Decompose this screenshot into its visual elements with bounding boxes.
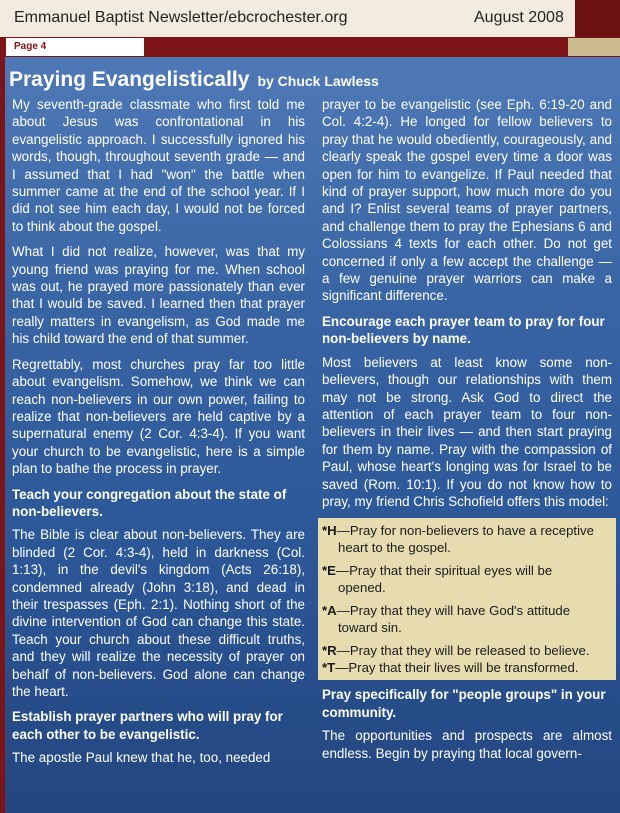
article-heading [9, 68, 379, 92]
prayer-line-t: *T—Pray that their lives will be transformed. [322, 660, 579, 676]
bar-accent [568, 38, 620, 56]
article-byline: by Chuck Lawless [257, 73, 379, 89]
paragraph: Most believers at least know some non-believers, though our relationships with them may not be strong. Ask God to direct the attention of each prayer team to four non-believers in their lives — and then start praying for them by name. Pray with the compassion of Paul, whose heart's longing was for Israel to be saved (Rom. 10:1). If you do not know how to pray, my friend Chris Schofield offers this model: [322, 354, 612, 509]
prayer-line-r: *R—Pray that they will be released to believe. [322, 643, 590, 659]
prayer-line-a: *A—Pray that they will have God's attitude toward sin. [322, 603, 571, 636]
newsletter-header [0, 0, 620, 37]
section-heading: Encourage each prayer team to pray for four non-believers by name. [322, 313, 605, 347]
heart-prayer-box [318, 518, 616, 680]
page-label-box [6, 38, 144, 56]
paragraph: Regrettably, most churches pray far too little about evangelism. Somehow, we think we can reach non-believers in our own power, failing to realize that non-believers are held captive by a supernatural enemy (2 Cor. 4:3-4). If you want your church to be evangelistic, here is a simple plan to bathe the process in prayer. [12, 356, 305, 477]
issue-date: August 2008 [474, 9, 564, 26]
section-heading: Teach your congregation about the state of non-believers. [12, 486, 287, 519]
paragraph: What I did not realize, however, was that my young friend was praying for me. When school was out, he prayed more passionately than ever that I would be saved. I learned then that prayer really matters in evangelism, as God made me his child toward the end of that summer. [12, 244, 305, 347]
paragraph: prayer to be evangelistic (see Eph. 6:19-20 and Col. 4:2-4). He longed for fellow believers to pray that he would obediently, courageously, and clearly speak the gospel every time a door was open for him to evangelize. If Paul needed that kind of prayer support, how much more do you and I? Enlist several teams of prayer partners, and challenge them to pray the Ephesians 6 and Colossians 4 texts for each other. Do not get concerned if only a few accept the challenge — a few genuine prayer warriors can make a significant difference. [322, 97, 612, 304]
prayer-line-h: *H—Pray for non-believers to have a receptive heart to the gospel. [322, 523, 594, 556]
column-right [322, 96, 612, 770]
section-heading: Pray specifically for "people groups" in your community. [322, 687, 606, 720]
header-accent [575, 0, 620, 37]
column-left [12, 96, 305, 775]
page-bar [0, 37, 620, 57]
paragraph: The Bible is clear about non-believers. They are blinded (2 Cor. 4:3-4), held in darkness (Col. 1:13), in the devil's kingdom (Acts 26:18), condemned already (John 3:18), and dead in their trespasses (Eph. 2:1). Nothing short of the divine intervention of God can change this state. Teach your church about these difficult truths, and they will realize the necessity of prayer on behalf of non-believers. God alone can change the heart. [12, 527, 305, 699]
paragraph: My seventh-grade classmate who first told me about Jesus was confrontational in his evangelistic approach. I successfully ignored his words, though, throughout seventh grade — and I assumed that I had "won" the battle when summer came at the end of the school year. If I did not see him each day, I would not be forced to think about the gospel. [12, 97, 305, 234]
newsletter-title: Emmanuel Baptist Newsletter/ebcrochester.org [14, 9, 348, 26]
paragraph: The apostle Paul knew that he, too, needed [12, 750, 271, 766]
article-title: Praying Evangelistically [9, 68, 250, 91]
prayer-line-e: *E—Pray that their spiritual eyes will be opened. [322, 563, 553, 596]
page-number: Page 4 [14, 41, 47, 52]
section-heading: Establish prayer partners who will pray for each other to be evangelistic. [12, 709, 283, 742]
paragraph: The opportunities and prospects are almost endless. Begin by praying that local govern- [322, 728, 612, 761]
